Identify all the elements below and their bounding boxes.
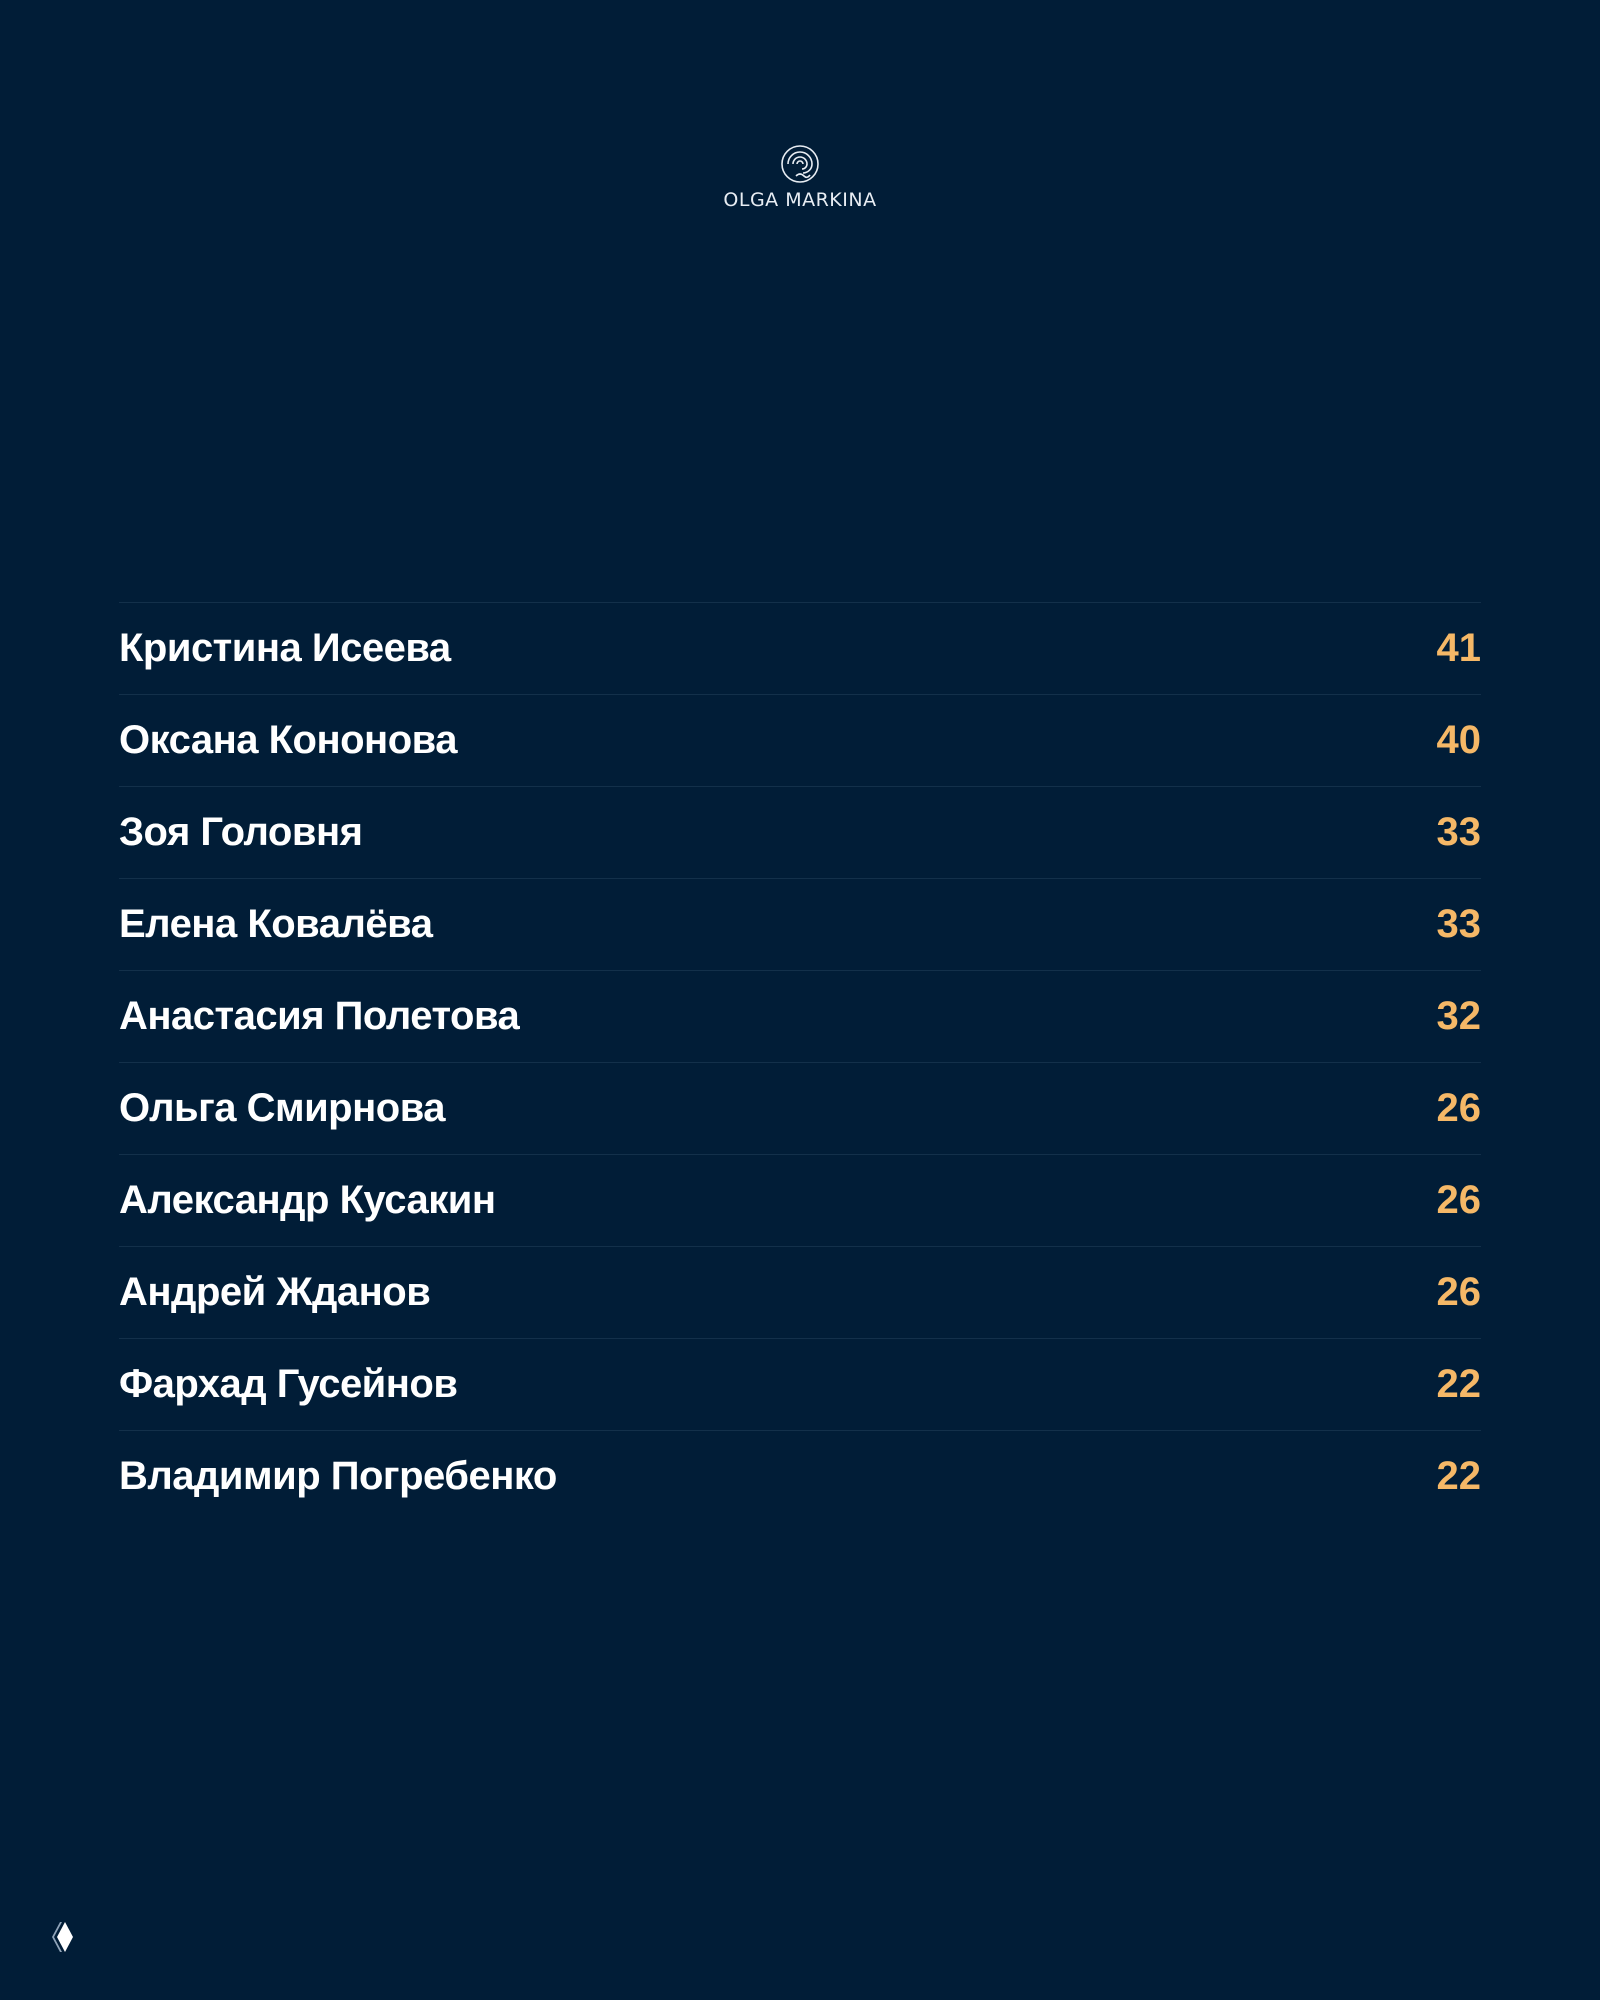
list-item <box>119 1155 1481 1247</box>
participant-score: 32 <box>1436 994 1481 1038</box>
list-item <box>119 1431 1481 1522</box>
list-item <box>119 879 1481 971</box>
list-item <box>119 695 1481 787</box>
participant-score: 22 <box>1436 1454 1481 1498</box>
list-item <box>119 971 1481 1063</box>
list-item <box>119 1247 1481 1339</box>
participant-score: 26 <box>1436 1270 1481 1314</box>
participant-score: 33 <box>1436 902 1481 946</box>
participant-score: 22 <box>1436 1362 1481 1406</box>
participant-name: Анастасия Полетова <box>119 994 520 1038</box>
participant-name: Оксана Кононова <box>119 718 457 762</box>
participant-name: Елена Ковалёва <box>119 902 433 946</box>
spiral-wave-logo-icon <box>779 143 821 185</box>
list-item <box>119 1339 1481 1431</box>
list-item <box>119 787 1481 879</box>
diamond-logo-icon <box>48 1920 82 1954</box>
brand-header <box>0 143 1600 211</box>
list-item <box>119 603 1481 695</box>
participant-score: 33 <box>1436 810 1481 854</box>
participant-name: Кристина Исеева <box>119 626 451 670</box>
participant-name: Фархад Гусейнов <box>119 1362 458 1406</box>
brand-name: OLGA MARKINA <box>723 189 877 211</box>
participant-name: Зоя Головня <box>119 810 363 854</box>
participant-name: Александр Кусакин <box>119 1178 496 1222</box>
participant-score: 26 <box>1436 1086 1481 1130</box>
participant-score: 41 <box>1436 626 1481 670</box>
participant-name: Владимир Погребенко <box>119 1454 557 1498</box>
participant-name: Ольга Смирнова <box>119 1086 446 1130</box>
list-item <box>119 1063 1481 1155</box>
leaderboard-list <box>119 602 1481 1522</box>
participant-name: Андрей Жданов <box>119 1270 431 1314</box>
participant-score: 40 <box>1436 718 1481 762</box>
participant-score: 26 <box>1436 1178 1481 1222</box>
